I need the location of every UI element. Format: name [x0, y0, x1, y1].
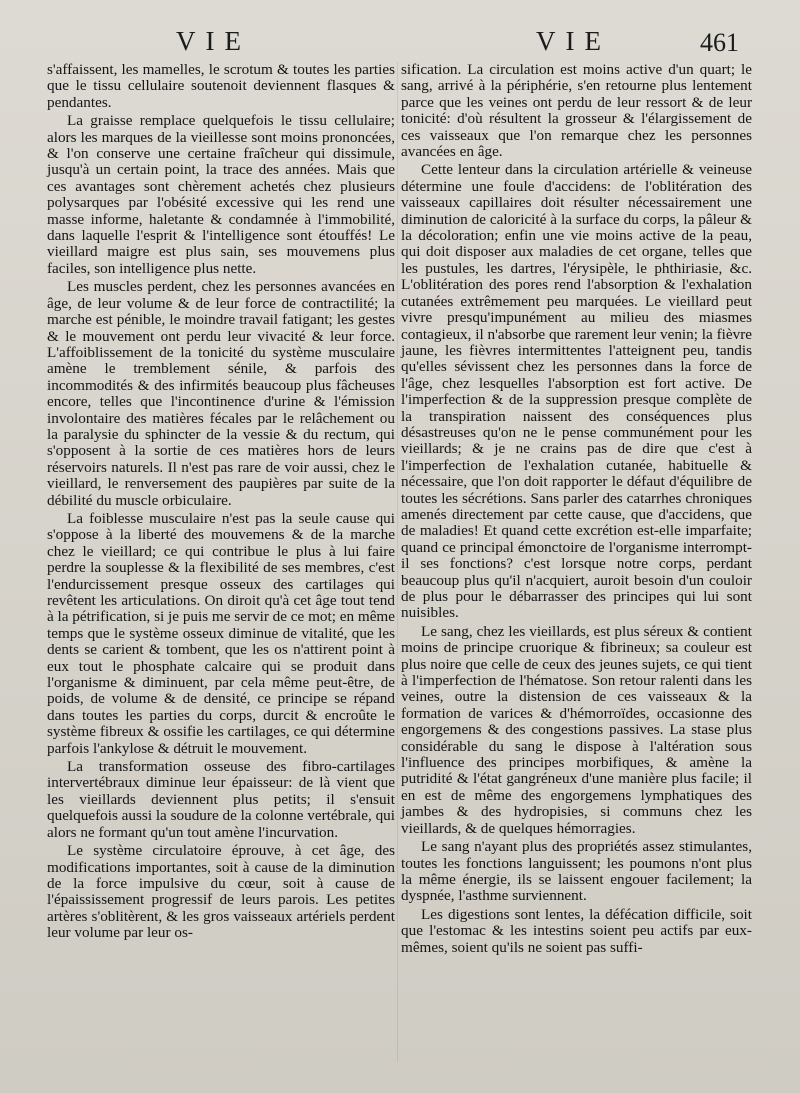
running-head-right: VIE — [536, 26, 611, 56]
paragraph: La graisse remplace quelquefois le tissu cellulaire; alors les marques de la vieillesse sont moins prononcées, & l'on conserve une certaine fraîcheur qui dissimule, jusqu'à un certain point, la trace des années. Mais que ces avantages sont chèrement achetés chez plusieurs polysarques par l'obésité excessive qui les rend une masse informe, haletante & condamnée à l'immobilité, dans laquelle l'esprit & l'intelligence sont étouffés! Le vieillard maigre est plus sain, ses mouvemens plus faciles, son intelligence plus nette. — [47, 112, 395, 277]
paragraph: sification. La circulation est moins active d'un quart; le sang, arrivé à la périphérie, s'en retourne plus lentement parce que les veines ont perdu de leur ressort & de leur tonicité: d'où résultent la grosseur & l'élargissement de ces vaisseaux que l'on remarque chez les personnes avancées en âge. — [401, 61, 752, 161]
left-column — [47, 62, 395, 942]
paragraph: Le sang n'ayant plus des propriétés assez stimulantes, toutes les fonctions languissent; les poumons n'ont plus la même énergie, ils se laissent engouer facilement; la dyspnée, l'asthme surviennent. — [401, 838, 752, 905]
paragraph: Le système circulatoire éprouve, à cet âge, des modifications importantes, soit à cause de la diminution de la force impulsive du cœur, soit à cause de l'épaississement progressif de leurs parois. Les petites artères s'oblitèrent, & les gros vaisseaux artériels perdent leur volume par leur os- — [47, 842, 395, 942]
paragraph: Le sang, chez les vieillards, est plus séreux & contient moins de principe cruorique & fibrineux; sa couleur est plus noire que celle de ceux des jeunes sujets, ce qui tient à l'imperfection de l'hématose. Son retour ralenti dans les veines, outre la distension de ces vaisseaux & la formation de varices & d'hémorroïdes, occasionne des engorgemens & des congestions passives. La stase plus considérable du sang le dispose à l'altération sous l'influence des principes morbifiques, & amène la putridité & l'état gangréneux d'une manière plus facile; il en est de même des engorgemens lymphatiques des jambes & des hydropisies, si communs chez les vieillards, & de quelques hémorragies. — [401, 622, 752, 837]
paragraph: Les muscles perdent, chez les personnes avancées en âge, de leur volume & de leur force de contractilité; la marche est pénible, le moindre travail fatigant; les gestes & le mouvement ont perdu leur vivacité & leur force. L'affoiblissement de la tonicité du système musculaire amène le tremblement sénile, & parfois des incommodités & des infirmités beaucoup plus fâcheuses encore, telles que l'incontinence d'urine & l'émission involontaire des matières fécales par le relâchement ou la paralysie du sphincter de la vessie & du rectum, qui s'opposent à la sortie de ces matières hors de leurs réservoirs naturels. Il n'est pas rare de voir aussi, chez le vieillard, le renversement des paupières par suite de la débilité du muscle orbiculaire. — [47, 278, 395, 509]
running-header — [0, 26, 800, 60]
paragraph: La foiblesse musculaire n'est pas la seule cause qui s'oppose à la liberté des mouvemens & de la marche chez le vieillard; ce qui contribue le plus à lui faire perdre la souplesse & la flexibilité de ses membres, c'est l'endurcissement presque osseux des cartilages qui revêtent les articulations. On diroit qu'à cet âge tout tend à la pétrification, si je puis me servir de ce mot; en même temps que le système osseux diminue de vitalité, que les dents se carient & tombent, que les os n'attirent point à eux tout le phosphate calcaire qui se produit dans l'organisme & diminuent, par cela même peut-être, de poids, de volume & de densité, ce principe se répand dans toutes les parties du corps, durcit & encroûte le système fibreux & ossifie les cartilages, ce qui détermine parfois l'ankylose & détruit le mouvement. — [47, 509, 395, 757]
paragraph: s'affaissent, les mamelles, le scrotum & toutes les parties que le tissu cellulaire soutenoit deviennent flasques & pendantes. — [47, 61, 395, 111]
paragraph: La transformation osseuse des fibro-cartilages intervertébraux diminue leur épaisseur: de là vient que les vieillards deviennent plus petits; il s'ensuit quelquefois aussi la soudure de la colonne vertébrale, qui alors ne formant qu'un tout amène l'incurvation. — [47, 758, 395, 841]
column-gutter — [397, 62, 398, 1062]
paragraph: Cette lenteur dans la circulation artérielle & veineuse détermine une foule d'accidens: de l'oblitération des vaisseaux capillaires doit résulter nécessairement une diminution de caloricité à la surface du corps, la pâleur & la décoloration; enfin une vie moins active de la peau, qui doit disposer aux maladies de cet organe, telles que les pustules, les dartres, l'érysipèle, le phthiriasie, &c. L'oblitération des pores rend l'absorption & l'exhalation cutanées extrêmement peu marquées. Le vieillard peut vivre presqu'impunément au milieu des miasmes contagieux, il n'absorbe que rarement leur venin; la fièvre jaune, les fièvres intermittentes l'atteignent peu, tandis qu'elles sévissent chez les personnes dans la force de l'âge, chez lesquelles l'absorption est fort active. De l'imperfection & de la suppression presque complète de la transpiration naissent des conséquences plus désastreuses qu'on ne le pense communément pour les vieillards; & je ne crains pas de dire que c'est à l'imperfection de l'exhalation cutanée, habituelle & nécessaire, que l'on doit rapporter le défaut d'équilibre de toutes les sécrétions. Sans parler des catarrhes chroniques amenés directement par cette cause, que d'accidens, que de maladies! Et quand cette excrétion est-elle imparfaite; quand ce principal émonctoire de l'organisme interrompt-il ses fonctions? c'est lorsque notre corps, perdant beaucoup plus qu'il n'acquiert, auroit besoin d'un couloir de plus pour le débarrasser des principes qui lui sont nuisibles. — [401, 161, 752, 622]
running-head-left: VIE — [176, 26, 251, 56]
page-number: 461 — [700, 28, 739, 57]
right-column — [401, 62, 752, 956]
paragraph: Les digestions sont lentes, la défécation difficile, soit que l'estomac & les intestins soient peu actifs par eux-mêmes, soient qu'ils ne soient pas suffi- — [401, 905, 752, 956]
